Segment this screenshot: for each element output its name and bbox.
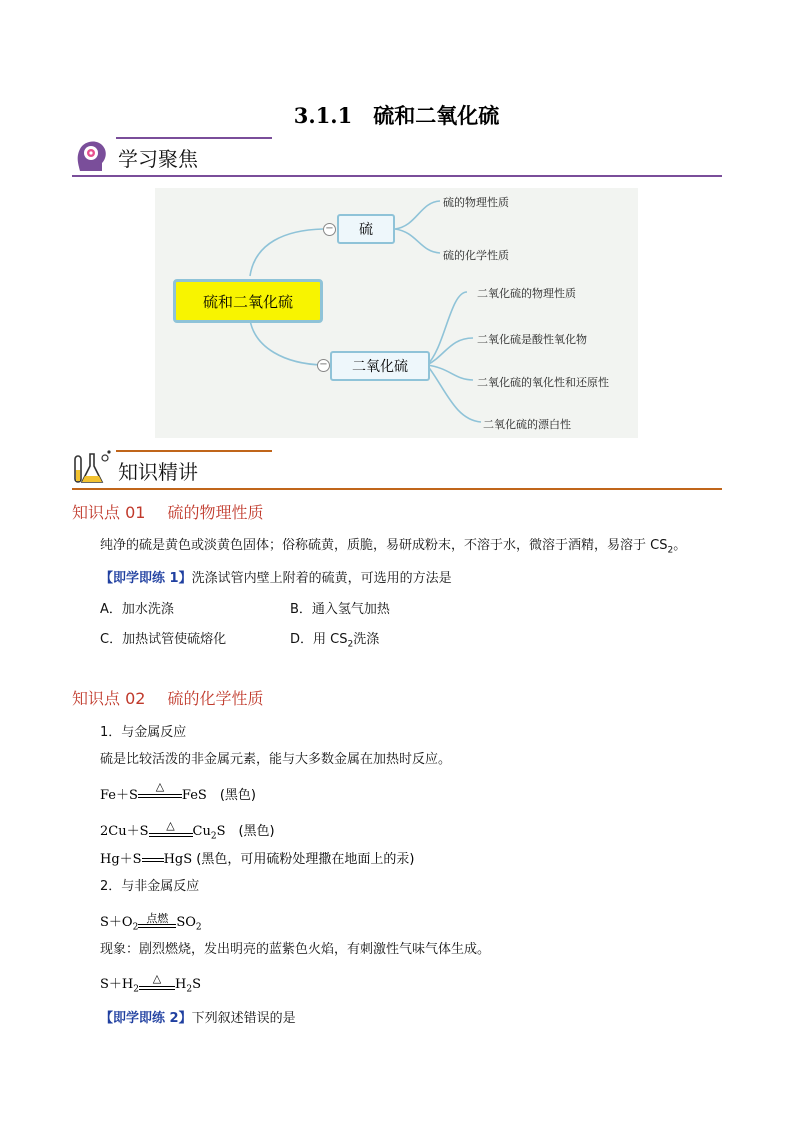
- page-title: 3.1.1 硫和二氧化硫: [293, 103, 500, 128]
- kp-body-text: 硫是比较活泼的非金属元素，能与大多数金属在加热时反应。: [100, 752, 452, 767]
- exercise-question: 【即学即练 2】下列叙述错误的是: [100, 1011, 296, 1026]
- exercise-question: 【即学即练 1】洗涤试管内壁上附着的硫黄，可选用的方法是: [100, 571, 452, 586]
- option-c: C．加热试管使硫熔化: [100, 632, 227, 647]
- header-rule: [72, 488, 722, 490]
- equation: 2Cu＋S △ $Cu_2S$ (黑色): [100, 818, 275, 842]
- kp-title: 硫的化学性质: [167, 689, 264, 708]
- reaction-condition: △: [139, 986, 175, 995]
- lab-flask-icon: [72, 448, 114, 488]
- mind-map-leaf: 二氧化硫是酸性氧化物: [477, 333, 587, 346]
- mind-map-node-sulfur: 硫: [337, 214, 395, 244]
- mind-map-root: 硫和二氧化硫: [173, 279, 323, 323]
- header-rule: [72, 175, 722, 177]
- kp-number: 知识点 02: [72, 689, 146, 708]
- subheading: 1．与金属反应: [100, 725, 187, 740]
- equation: $S+H_2$ △ $H_2S$: [100, 971, 201, 995]
- section-title-focus: 学习聚焦: [118, 147, 198, 171]
- equation: $S+O_2$ 点燃 $SO_2$: [100, 911, 202, 933]
- kp-number: 知识点 01: [72, 503, 146, 522]
- equation: Fe＋S △ FeS (黑色): [100, 780, 257, 803]
- knowledge-point-heading: [72, 686, 263, 709]
- header-top-line: [116, 137, 272, 139]
- brain-head-icon: [74, 137, 110, 175]
- mind-map-leaf: 硫的化学性质: [443, 249, 509, 262]
- exercise-tag: 【即学即练 1】: [100, 571, 192, 586]
- reaction-condition: △: [149, 833, 193, 842]
- equation: Hg＋S HgS (黑色，可用硫粉处理撒在地面上的汞): [100, 852, 415, 867]
- mind-map-leaf: 二氧化硫的氧化性和还原性: [477, 376, 609, 389]
- option-d: D．用 $CS_2$洗涤: [290, 632, 380, 650]
- option-b: B．通入氢气加热: [290, 602, 390, 617]
- reaction-condition: 点燃: [138, 924, 176, 933]
- option-a: A．加水洗涤: [100, 602, 174, 617]
- kp-body-text: 纯净的硫是黄色或淡黄色固体；俗称硫黄，质脆，易研成粉末，不溶于水，微溶于酒精，易溶于 $CS_2$。: [100, 538, 687, 556]
- kp-title: 硫的物理性质: [167, 503, 264, 522]
- mind-map-leaf: 硫的物理性质: [443, 196, 509, 209]
- kp-body-text: 现象：剧烈燃烧，发出明亮的蓝紫色火焰，有刺激性气味气体生成。: [100, 942, 491, 957]
- mind-map-leaf: 二氧化硫的漂白性: [483, 418, 571, 431]
- reaction-equals: [142, 858, 164, 867]
- knowledge-point-heading: [72, 500, 263, 523]
- subheading: 2．与非金属反应: [100, 879, 200, 894]
- mind-map-leaf: 二氧化硫的物理性质: [477, 287, 576, 300]
- mind-map-node-so2: 二氧化硫: [330, 351, 430, 381]
- mind-map: [155, 188, 638, 438]
- section-header-focus: [72, 137, 722, 177]
- collapse-icon[interactable]: −: [317, 359, 330, 372]
- collapse-icon[interactable]: −: [323, 223, 336, 236]
- section-header-knowledge: [72, 450, 722, 490]
- reaction-condition: △: [138, 794, 182, 803]
- exercise-tag: 【即学即练 2】: [100, 1011, 192, 1026]
- header-top-line: [116, 450, 272, 452]
- section-title-knowledge: 知识精讲: [118, 460, 198, 484]
